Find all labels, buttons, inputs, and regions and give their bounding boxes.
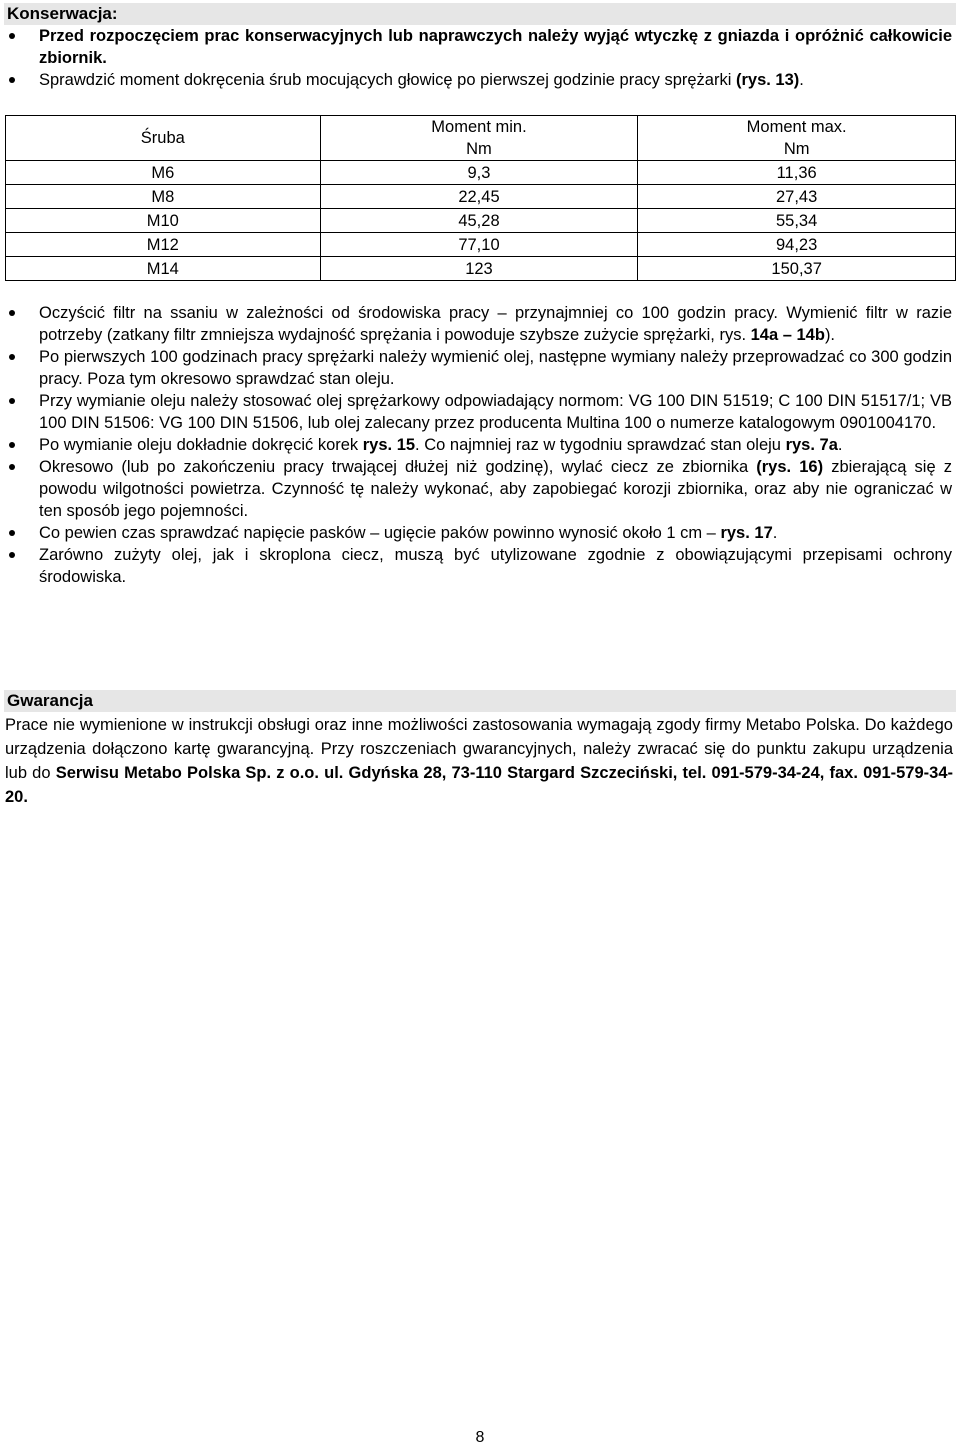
bullet-icon	[9, 442, 15, 448]
table-row	[6, 257, 956, 281]
list-item-text: Po wymianie oleju dokładnie dokręcić korek	[39, 436, 363, 454]
table-cell: 22,45	[320, 185, 638, 209]
section-heading-warranty	[4, 690, 956, 712]
page-number: 8	[475, 1429, 485, 1446]
table-cell: 9,3	[320, 161, 638, 185]
table-row	[6, 233, 956, 257]
list-item-text: Przy wymianie oleju należy stosować olej sprężarkowy odpowiadający normom: VG 100 DIN 51519; C 100 DIN 51517/1; VB 100 DIN 51506: VG 100 DIN 51506, lub olej zalecany przez producenta Multina 100 o numerze katalogowym 0901004170.	[39, 392, 952, 432]
maintenance-list	[0, 302, 960, 588]
bullet-icon	[9, 310, 15, 316]
list-item-text: . Co najmniej raz w tygodniu sprawdzać stan oleju	[415, 436, 786, 454]
bullet-icon	[9, 552, 15, 558]
table-cell: M14	[6, 257, 321, 281]
header-unit: Nm	[466, 140, 492, 158]
warranty-text: Prace nie wymienione w instrukcji obsługi oraz inne możliwości zastosowania wymagają zgody firmy Metabo Polska. Do każdego urządzenia dołączono kartę gwarancyjną. Przy roszczeniach gwarancyjnych, należy zwracać się do punktu zakupu urządzenia lub do	[5, 716, 953, 782]
list-item	[0, 522, 960, 544]
torque-table	[5, 115, 956, 281]
maintenance-top-list	[0, 25, 960, 91]
bullet-icon	[9, 354, 15, 360]
warranty-paragraph	[5, 713, 953, 809]
list-item-tail: .	[772, 524, 778, 542]
figure-reference: rys. 15	[362, 436, 416, 454]
figure-reference: (rys. 16)	[756, 458, 824, 476]
bullet-icon	[9, 33, 15, 39]
list-item-text: Oczyścić filtr na ssaniu w zależności od środowiska pracy – przynajmniej co 100 godzin pracy. Wymienić filtr w razie potrzeby (zatkany filtr zmniejsza wydajność sprężania i powoduje szybsze zużycie sprężarki, rys.	[39, 304, 952, 344]
table-cell: 27,43	[638, 185, 956, 209]
list-item-text: Zarówno zużyty olej, jak i skroplona ciecz, muszą być utylizowane zgodnie z obowiązującymi przepisami ochrony środowiska.	[39, 546, 952, 586]
figure-reference: rys. 17	[720, 524, 773, 542]
table-cell: 150,37	[638, 257, 956, 281]
bullet-icon	[9, 464, 15, 470]
table-header-row	[6, 116, 956, 161]
column-header-moment-min	[320, 116, 638, 161]
list-item-tail: .	[799, 71, 804, 89]
bullet-icon	[9, 77, 15, 83]
bullet-icon	[9, 530, 15, 536]
table-cell: M10	[6, 209, 321, 233]
table-cell: 45,28	[320, 209, 638, 233]
table-row	[6, 209, 956, 233]
table-cell: 77,10	[320, 233, 638, 257]
table-cell: 94,23	[638, 233, 956, 257]
list-item	[0, 346, 960, 390]
heading-text: Konserwacja:	[7, 4, 118, 23]
column-header-screw	[6, 116, 321, 161]
figure-reference: rys. 7a	[785, 436, 838, 454]
table-cell: M12	[6, 233, 321, 257]
bullet-icon	[9, 398, 15, 404]
list-item	[0, 456, 960, 522]
header-label: Moment max.	[746, 118, 847, 136]
table-cell: 55,34	[638, 209, 956, 233]
service-address: Serwisu Metabo Polska Sp. z o.o. ul. Gdyńska 28, 73-110 Stargard Szczeciński, tel. 091-579-34-24, fax. 091-579-34-20.	[5, 764, 954, 806]
list-item	[0, 69, 960, 91]
list-item-text: Okresowo (lub po zakończeniu pracy trwającej dłużej niż godzinę), wylać ciecz ze zbiornika	[39, 458, 757, 476]
list-item-text: Co pewien czas sprawdzać napięcie pasków – ugięcie paków powinno wynosić około 1 cm –	[39, 524, 721, 542]
list-item	[0, 544, 960, 588]
table-cell: M8	[6, 185, 321, 209]
table-cell: 123	[320, 257, 638, 281]
list-item-tail: ).	[824, 326, 836, 344]
table-row	[6, 185, 956, 209]
column-header-moment-max	[638, 116, 956, 161]
header-label: Moment min.	[431, 118, 527, 136]
list-item-tail: .	[837, 436, 843, 454]
list-item-text: zbierającą się z powodu wilgotności powietrza. Czynność tę należy wykonać, aby zapobiegać korozji zbiornika, oraz aby nie ograniczać w ten sposób jego pojemności.	[39, 458, 952, 520]
list-item	[0, 302, 960, 346]
list-item-text: Sprawdzić moment dokręcenia śrub mocujących głowicę po pierwszej godzinie pracy sprężarki	[39, 71, 736, 89]
section-heading-maintenance	[4, 3, 956, 25]
figure-reference: 14a – 14b	[750, 326, 825, 344]
list-item	[0, 390, 960, 434]
header-label: Śruba	[140, 129, 185, 147]
table-cell: M6	[6, 161, 321, 185]
table-row	[6, 161, 956, 185]
list-item	[0, 25, 960, 69]
list-item-text: Przed rozpoczęciem prac konserwacyjnych lub naprawczych należy wyjąć wtyczkę z gniazda i opróżnić całkowicie zbiornik.	[39, 27, 952, 67]
figure-reference: (rys. 13)	[735, 71, 800, 89]
header-unit: Nm	[783, 140, 810, 158]
list-item-text: Po pierwszych 100 godzinach pracy sprężarki należy wymienić olej, następne wymiany należy przeprowadzać co 300 godzin pracy. Poza tym okresowo sprawdzać stan oleju.	[39, 348, 952, 388]
list-item	[0, 434, 960, 456]
table-cell: 11,36	[638, 161, 956, 185]
heading-text: Gwarancja	[7, 691, 93, 710]
